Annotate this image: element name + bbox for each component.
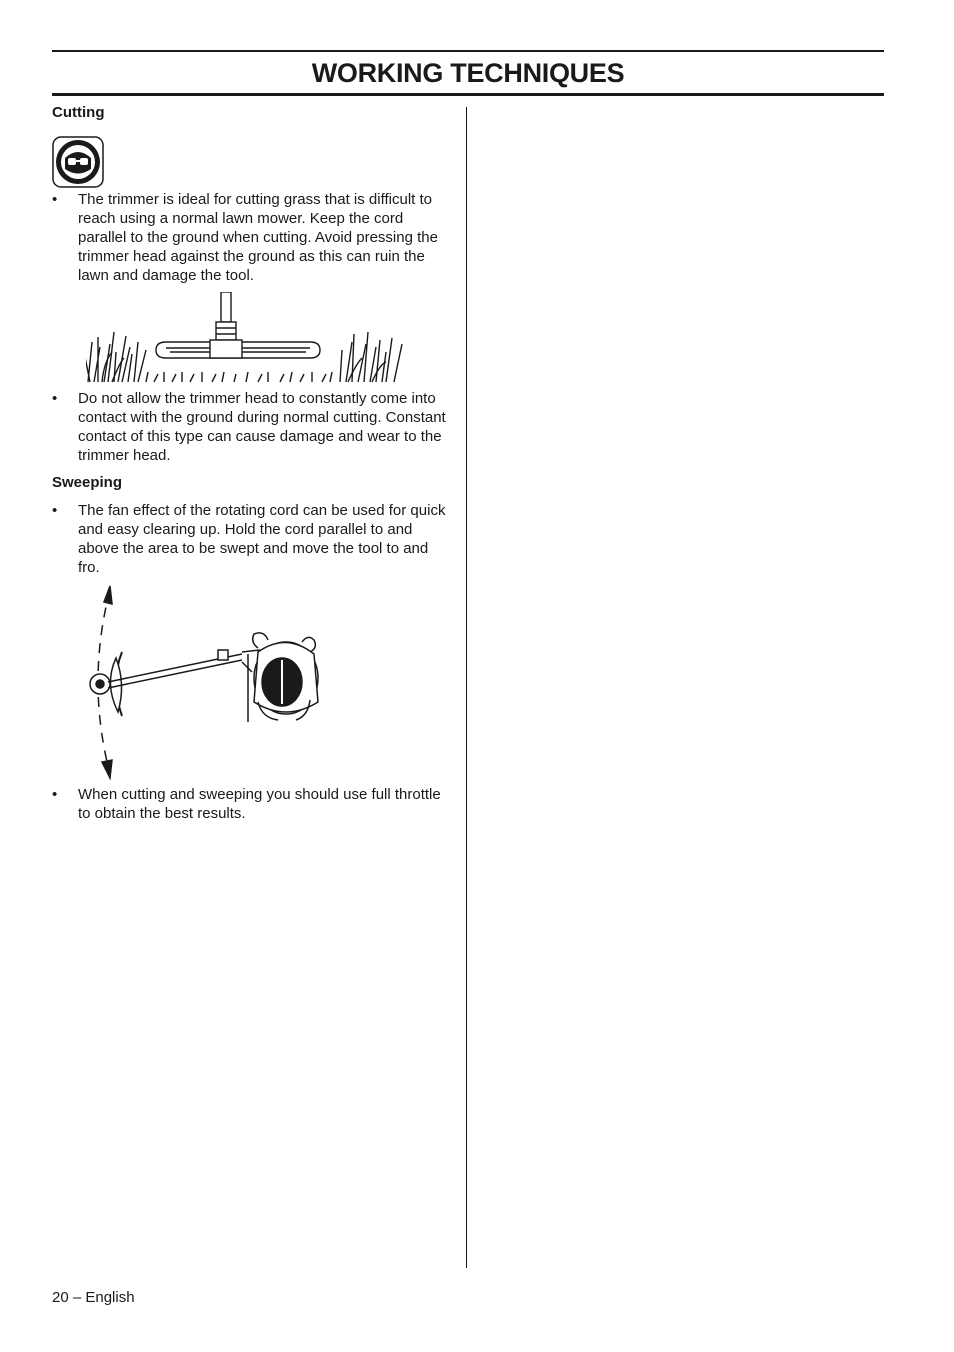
list-item <box>52 389 452 465</box>
protective-equipment-icon <box>52 136 104 188</box>
sweeping-bullet-2: When cutting and sweeping you should use full throttle to obtain the best results. <box>78 786 441 822</box>
list-item <box>52 501 452 577</box>
page-footer: 20 – English <box>52 1289 135 1306</box>
bullet-dot: • <box>52 390 58 407</box>
cutting-heading: Cutting <box>52 104 105 121</box>
header-rule-bottom <box>52 93 884 96</box>
column-divider <box>466 107 467 1268</box>
sweeping-bullet-1: The fan effect of the rotating cord can be used for quick and easy clearing up. Hold the cord parallel to and above the area to be swept and move the tool to and fro. <box>78 502 446 576</box>
sweeping-heading: Sweeping <box>52 474 123 491</box>
page-title: WORKING TECHNIQUES <box>311 58 625 88</box>
trimmer-cutting-illustration <box>86 292 404 386</box>
header-rule-top <box>52 50 884 52</box>
list-item <box>52 190 452 285</box>
bullet-dot: • <box>52 191 58 208</box>
cutting-bullet-2: Do not allow the trimmer head to constantly come into contact with the ground during normal cutting. Constant contact of this type can cause damage and wear to the trimmer head. <box>78 390 446 464</box>
cutting-bullet-1: The trimmer is ideal for cutting grass that is difficult to reach using a normal lawn mower. Keep the cord parallel to the ground when cutting. Avoid pressing the trimmer head against the ground as this can ruin the lawn and damage the tool. <box>78 191 438 284</box>
bullet-dot: • <box>52 502 58 519</box>
list-item <box>52 785 452 823</box>
bullet-dot: • <box>52 786 58 803</box>
trimmer-sweeping-illustration <box>82 582 330 782</box>
